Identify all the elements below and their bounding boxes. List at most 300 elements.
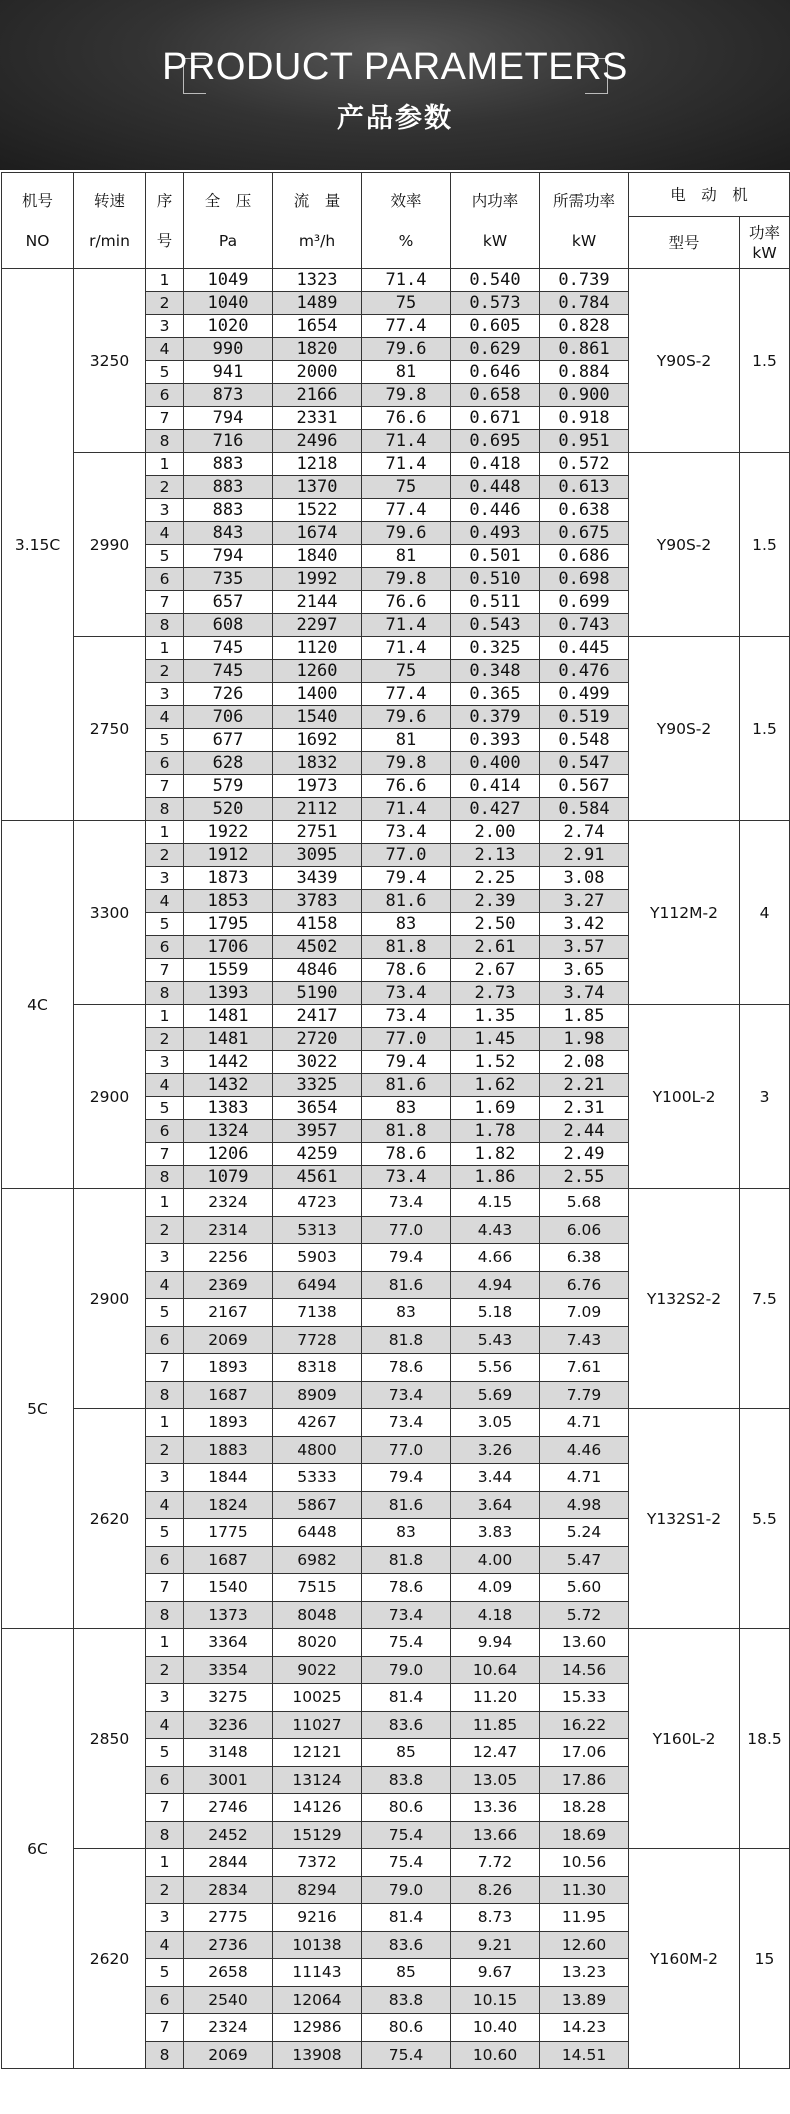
required_power-cell: 2.74 — [540, 821, 629, 844]
internal_power-cell: 8.73 — [451, 1904, 540, 1932]
flow-cell: 5867 — [273, 1491, 362, 1519]
pressure-cell: 3275 — [184, 1684, 273, 1712]
col-efficiency: 效率 % — [362, 173, 451, 269]
required_power-cell: 0.567 — [540, 775, 629, 798]
internal_power-cell: 13.05 — [451, 1766, 540, 1794]
seq-cell: 7 — [146, 1354, 184, 1382]
internal_power-cell: 0.493 — [451, 522, 540, 545]
required_power-cell: 4.46 — [540, 1436, 629, 1464]
col-motor: 电 动 机 — [629, 173, 790, 217]
pressure-cell: 794 — [184, 407, 273, 430]
internal_power-cell: 0.510 — [451, 568, 540, 591]
seq-cell: 6 — [146, 1986, 184, 2014]
internal_power-cell: 0.400 — [451, 752, 540, 775]
required_power-cell: 13.89 — [540, 1986, 629, 2014]
col-required-power: 所需功率 kW — [540, 173, 629, 269]
flow-cell: 3022 — [273, 1051, 362, 1074]
banner — [0, 0, 790, 170]
flow-cell: 8294 — [273, 1876, 362, 1904]
flow-cell: 2000 — [273, 361, 362, 384]
efficiency-cell: 79.4 — [362, 1464, 451, 1492]
pressure-cell: 1893 — [184, 1354, 273, 1382]
required_power-cell: 18.69 — [540, 1821, 629, 1849]
flow-cell: 12121 — [273, 1739, 362, 1767]
required_power-cell: 0.951 — [540, 430, 629, 453]
efficiency-cell: 75.4 — [362, 1629, 451, 1657]
required_power-cell: 4.71 — [540, 1464, 629, 1492]
flow-cell: 1674 — [273, 522, 362, 545]
efficiency-cell: 81.6 — [362, 1074, 451, 1097]
efficiency-cell: 75.4 — [362, 1849, 451, 1877]
flow-cell: 1323 — [273, 269, 362, 292]
flow-cell: 1540 — [273, 706, 362, 729]
flow-cell: 6494 — [273, 1271, 362, 1299]
pressure-cell: 2167 — [184, 1299, 273, 1327]
required_power-cell: 0.476 — [540, 660, 629, 683]
efficiency-cell: 83 — [362, 913, 451, 936]
efficiency-cell: 78.6 — [362, 959, 451, 982]
pressure-cell: 1922 — [184, 821, 273, 844]
required_power-cell: 5.68 — [540, 1189, 629, 1217]
pressure-cell: 883 — [184, 453, 273, 476]
motor-power-cell: 18.5 — [740, 1629, 790, 1849]
flow-cell: 5190 — [273, 982, 362, 1005]
motor-power-cell: 15 — [740, 1849, 790, 2069]
seq-cell: 3 — [146, 1244, 184, 1272]
seq-cell: 7 — [146, 407, 184, 430]
flow-cell: 1370 — [273, 476, 362, 499]
pressure-cell: 1844 — [184, 1464, 273, 1492]
motor-model-cell: Y90S-2 — [629, 269, 740, 453]
seq-cell: 5 — [146, 913, 184, 936]
flow-cell: 5903 — [273, 1244, 362, 1272]
motor-model-cell: Y160M-2 — [629, 1849, 740, 2069]
seq-cell: 4 — [146, 1711, 184, 1739]
pressure-cell: 1824 — [184, 1491, 273, 1519]
seq-cell: 5 — [146, 1959, 184, 1987]
required_power-cell: 0.519 — [540, 706, 629, 729]
internal_power-cell: 11.20 — [451, 1684, 540, 1712]
pressure-cell: 706 — [184, 706, 273, 729]
pressure-cell: 2314 — [184, 1216, 273, 1244]
pressure-cell: 579 — [184, 775, 273, 798]
flow-cell: 1832 — [273, 752, 362, 775]
efficiency-cell: 79.0 — [362, 1876, 451, 1904]
seq-cell: 3 — [146, 683, 184, 706]
flow-cell: 4723 — [273, 1189, 362, 1217]
internal_power-cell: 2.61 — [451, 936, 540, 959]
efficiency-cell: 85 — [362, 1959, 451, 1987]
internal_power-cell: 10.15 — [451, 1986, 540, 2014]
pressure-cell: 3236 — [184, 1711, 273, 1739]
speed-cell: 2900 — [74, 1189, 146, 1409]
banner-title-en: PRODUCT PARAMETERS — [162, 46, 628, 88]
required_power-cell: 2.08 — [540, 1051, 629, 1074]
internal_power-cell: 5.56 — [451, 1354, 540, 1382]
internal_power-cell: 0.448 — [451, 476, 540, 499]
internal_power-cell: 0.646 — [451, 361, 540, 384]
efficiency-cell: 80.6 — [362, 1794, 451, 1822]
internal_power-cell: 0.379 — [451, 706, 540, 729]
internal_power-cell: 3.64 — [451, 1491, 540, 1519]
required_power-cell: 14.51 — [540, 2041, 629, 2069]
required_power-cell: 7.79 — [540, 1381, 629, 1409]
required_power-cell: 4.71 — [540, 1409, 629, 1437]
seq-cell: 6 — [146, 1546, 184, 1574]
internal_power-cell: 5.69 — [451, 1381, 540, 1409]
motor-model-cell: Y90S-2 — [629, 453, 740, 637]
pressure-cell: 677 — [184, 729, 273, 752]
efficiency-cell: 76.6 — [362, 775, 451, 798]
table-row — [2, 1189, 790, 1217]
col-speed: 转速 r/min — [74, 173, 146, 269]
col-motor-model: 型号 — [629, 217, 740, 269]
required_power-cell: 0.698 — [540, 568, 629, 591]
internal_power-cell: 4.18 — [451, 1601, 540, 1629]
required_power-cell: 0.784 — [540, 292, 629, 315]
efficiency-cell: 83 — [362, 1519, 451, 1547]
pressure-cell: 941 — [184, 361, 273, 384]
required_power-cell: 5.60 — [540, 1574, 629, 1602]
seq-cell: 8 — [146, 798, 184, 821]
internal_power-cell: 7.72 — [451, 1849, 540, 1877]
required_power-cell: 6.06 — [540, 1216, 629, 1244]
flow-cell: 4267 — [273, 1409, 362, 1437]
required_power-cell: 15.33 — [540, 1684, 629, 1712]
seq-cell: 7 — [146, 591, 184, 614]
efficiency-cell: 81.8 — [362, 1546, 451, 1574]
flow-cell: 8020 — [273, 1629, 362, 1657]
pressure-cell: 2540 — [184, 1986, 273, 2014]
model-cell: 4C — [2, 821, 74, 1189]
efficiency-cell: 83 — [362, 1299, 451, 1327]
pressure-cell: 883 — [184, 476, 273, 499]
required_power-cell: 3.27 — [540, 890, 629, 913]
required_power-cell: 3.57 — [540, 936, 629, 959]
flow-cell: 7728 — [273, 1326, 362, 1354]
efficiency-cell: 76.6 — [362, 591, 451, 614]
internal_power-cell: 4.00 — [451, 1546, 540, 1574]
seq-cell: 3 — [146, 1051, 184, 1074]
parameters-table-container — [1, 172, 789, 2069]
flow-cell: 2112 — [273, 798, 362, 821]
flow-cell: 5313 — [273, 1216, 362, 1244]
internal_power-cell: 2.39 — [451, 890, 540, 913]
flow-cell: 1992 — [273, 568, 362, 591]
motor-power-cell: 7.5 — [740, 1189, 790, 1409]
table-row — [2, 1849, 790, 1877]
pressure-cell: 1049 — [184, 269, 273, 292]
seq-cell: 2 — [146, 292, 184, 315]
flow-cell: 4502 — [273, 936, 362, 959]
efficiency-cell: 75 — [362, 476, 451, 499]
efficiency-cell: 75 — [362, 292, 451, 315]
required_power-cell: 11.95 — [540, 1904, 629, 1932]
efficiency-cell: 75 — [362, 660, 451, 683]
flow-cell: 12986 — [273, 2014, 362, 2042]
required_power-cell: 13.60 — [540, 1629, 629, 1657]
required_power-cell: 0.499 — [540, 683, 629, 706]
efficiency-cell: 77.0 — [362, 844, 451, 867]
seq-cell: 6 — [146, 1766, 184, 1794]
pressure-cell: 1559 — [184, 959, 273, 982]
pressure-cell: 716 — [184, 430, 273, 453]
flow-cell: 4800 — [273, 1436, 362, 1464]
seq-cell: 8 — [146, 982, 184, 1005]
pressure-cell: 1442 — [184, 1051, 273, 1074]
pressure-cell: 726 — [184, 683, 273, 706]
pressure-cell: 2746 — [184, 1794, 273, 1822]
efficiency-cell: 79.4 — [362, 1244, 451, 1272]
efficiency-cell: 77.4 — [362, 315, 451, 338]
efficiency-cell: 81.8 — [362, 936, 451, 959]
internal_power-cell: 0.418 — [451, 453, 540, 476]
speed-cell: 2990 — [74, 453, 146, 637]
pressure-cell: 1020 — [184, 315, 273, 338]
banner-title-cn: 产品参数 — [337, 103, 453, 134]
pressure-cell: 1206 — [184, 1143, 273, 1166]
efficiency-cell: 77.0 — [362, 1216, 451, 1244]
required_power-cell: 18.28 — [540, 1794, 629, 1822]
parameters-table — [1, 172, 790, 2069]
internal_power-cell: 4.66 — [451, 1244, 540, 1272]
internal_power-cell: 2.13 — [451, 844, 540, 867]
flow-cell: 2331 — [273, 407, 362, 430]
internal_power-cell: 0.511 — [451, 591, 540, 614]
internal_power-cell: 0.414 — [451, 775, 540, 798]
seq-cell: 8 — [146, 2041, 184, 2069]
flow-cell: 3957 — [273, 1120, 362, 1143]
efficiency-cell: 83.6 — [362, 1711, 451, 1739]
flow-cell: 2297 — [273, 614, 362, 637]
required_power-cell: 2.91 — [540, 844, 629, 867]
pressure-cell: 3148 — [184, 1739, 273, 1767]
flow-cell: 7515 — [273, 1574, 362, 1602]
internal_power-cell: 5.18 — [451, 1299, 540, 1327]
seq-cell: 5 — [146, 1739, 184, 1767]
table-row — [2, 821, 790, 844]
seq-cell: 4 — [146, 1271, 184, 1299]
seq-cell: 2 — [146, 1656, 184, 1684]
required_power-cell: 16.22 — [540, 1711, 629, 1739]
internal_power-cell: 2.00 — [451, 821, 540, 844]
efficiency-cell: 77.0 — [362, 1436, 451, 1464]
flow-cell: 2417 — [273, 1005, 362, 1028]
pressure-cell: 1775 — [184, 1519, 273, 1547]
internal_power-cell: 1.35 — [451, 1005, 540, 1028]
required_power-cell: 0.547 — [540, 752, 629, 775]
efficiency-cell: 79.4 — [362, 1051, 451, 1074]
seq-cell: 2 — [146, 1028, 184, 1051]
seq-cell: 1 — [146, 269, 184, 292]
table-row — [2, 1409, 790, 1437]
seq-cell: 7 — [146, 1574, 184, 1602]
pressure-cell: 2069 — [184, 2041, 273, 2069]
efficiency-cell: 81.6 — [362, 890, 451, 913]
pressure-cell: 735 — [184, 568, 273, 591]
pressure-cell: 2834 — [184, 1876, 273, 1904]
internal_power-cell: 11.85 — [451, 1711, 540, 1739]
pressure-cell: 2256 — [184, 1244, 273, 1272]
internal_power-cell: 3.83 — [451, 1519, 540, 1547]
pressure-cell: 2658 — [184, 1959, 273, 1987]
pressure-cell: 1883 — [184, 1436, 273, 1464]
required_power-cell: 4.98 — [540, 1491, 629, 1519]
internal_power-cell: 0.695 — [451, 430, 540, 453]
seq-cell: 5 — [146, 729, 184, 752]
seq-cell: 5 — [146, 361, 184, 384]
speed-cell: 2620 — [74, 1849, 146, 2069]
seq-cell: 4 — [146, 522, 184, 545]
required_power-cell: 3.08 — [540, 867, 629, 890]
speed-cell: 3300 — [74, 821, 146, 1005]
efficiency-cell: 73.4 — [362, 1381, 451, 1409]
efficiency-cell: 79.4 — [362, 867, 451, 890]
internal_power-cell: 2.73 — [451, 982, 540, 1005]
pressure-cell: 1893 — [184, 1409, 273, 1437]
required_power-cell: 1.98 — [540, 1028, 629, 1051]
internal_power-cell: 13.66 — [451, 1821, 540, 1849]
flow-cell: 13908 — [273, 2041, 362, 2069]
pressure-cell: 1853 — [184, 890, 273, 913]
required_power-cell: 2.31 — [540, 1097, 629, 1120]
flow-cell: 3439 — [273, 867, 362, 890]
speed-cell: 2620 — [74, 1409, 146, 1629]
internal_power-cell: 4.15 — [451, 1189, 540, 1217]
required_power-cell: 3.65 — [540, 959, 629, 982]
flow-cell: 2144 — [273, 591, 362, 614]
pressure-cell: 3364 — [184, 1629, 273, 1657]
motor-model-cell: Y100L-2 — [629, 1005, 740, 1189]
efficiency-cell: 73.4 — [362, 1601, 451, 1629]
pressure-cell: 2069 — [184, 1326, 273, 1354]
efficiency-cell: 71.4 — [362, 637, 451, 660]
flow-cell: 12064 — [273, 1986, 362, 2014]
motor-power-cell: 1.5 — [740, 269, 790, 453]
efficiency-cell: 79.6 — [362, 522, 451, 545]
pressure-cell: 2324 — [184, 2014, 273, 2042]
efficiency-cell: 73.4 — [362, 1409, 451, 1437]
flow-cell: 1654 — [273, 315, 362, 338]
required_power-cell: 14.56 — [540, 1656, 629, 1684]
required_power-cell: 0.572 — [540, 453, 629, 476]
seq-cell: 5 — [146, 1299, 184, 1327]
required_power-cell: 12.60 — [540, 1931, 629, 1959]
internal_power-cell: 0.365 — [451, 683, 540, 706]
required_power-cell: 6.76 — [540, 1271, 629, 1299]
motor-power-cell: 3 — [740, 1005, 790, 1189]
efficiency-cell: 71.4 — [362, 453, 451, 476]
flow-cell: 11143 — [273, 1959, 362, 1987]
pressure-cell: 1873 — [184, 867, 273, 890]
flow-cell: 2166 — [273, 384, 362, 407]
internal_power-cell: 1.45 — [451, 1028, 540, 1051]
seq-cell: 8 — [146, 430, 184, 453]
flow-cell: 2720 — [273, 1028, 362, 1051]
seq-cell: 6 — [146, 384, 184, 407]
header-row-1 — [2, 173, 790, 217]
required_power-cell: 7.43 — [540, 1326, 629, 1354]
pressure-cell: 1912 — [184, 844, 273, 867]
efficiency-cell: 79.6 — [362, 706, 451, 729]
internal_power-cell: 9.67 — [451, 1959, 540, 1987]
flow-cell: 14126 — [273, 1794, 362, 1822]
pressure-cell: 745 — [184, 660, 273, 683]
internal_power-cell: 3.26 — [451, 1436, 540, 1464]
internal_power-cell: 0.605 — [451, 315, 540, 338]
pressure-cell: 2775 — [184, 1904, 273, 1932]
efficiency-cell: 85 — [362, 1739, 451, 1767]
col-seq: 序 号 — [146, 173, 184, 269]
flow-cell: 4561 — [273, 1166, 362, 1189]
pressure-cell: 3001 — [184, 1766, 273, 1794]
internal_power-cell: 0.658 — [451, 384, 540, 407]
efficiency-cell: 79.6 — [362, 338, 451, 361]
internal_power-cell: 2.25 — [451, 867, 540, 890]
required_power-cell: 5.47 — [540, 1546, 629, 1574]
required_power-cell: 2.49 — [540, 1143, 629, 1166]
required_power-cell: 0.638 — [540, 499, 629, 522]
pressure-cell: 873 — [184, 384, 273, 407]
flow-cell: 6448 — [273, 1519, 362, 1547]
pressure-cell: 3354 — [184, 1656, 273, 1684]
internal_power-cell: 2.67 — [451, 959, 540, 982]
pressure-cell: 1687 — [184, 1381, 273, 1409]
pressure-cell: 1040 — [184, 292, 273, 315]
internal_power-cell: 9.94 — [451, 1629, 540, 1657]
required_power-cell: 2.21 — [540, 1074, 629, 1097]
pressure-cell: 1706 — [184, 936, 273, 959]
flow-cell: 1260 — [273, 660, 362, 683]
flow-cell: 9216 — [273, 1904, 362, 1932]
seq-cell: 4 — [146, 1931, 184, 1959]
seq-cell: 8 — [146, 1166, 184, 1189]
seq-cell: 5 — [146, 545, 184, 568]
pressure-cell: 2452 — [184, 1821, 273, 1849]
internal_power-cell: 9.21 — [451, 1931, 540, 1959]
flow-cell: 7372 — [273, 1849, 362, 1877]
flow-cell: 13124 — [273, 1766, 362, 1794]
internal_power-cell: 0.543 — [451, 614, 540, 637]
seq-cell: 6 — [146, 752, 184, 775]
internal_power-cell: 0.446 — [451, 499, 540, 522]
required_power-cell: 13.23 — [540, 1959, 629, 1987]
efficiency-cell: 77.4 — [362, 683, 451, 706]
efficiency-cell: 78.6 — [362, 1354, 451, 1382]
efficiency-cell: 75.4 — [362, 2041, 451, 2069]
required_power-cell: 7.09 — [540, 1299, 629, 1327]
internal_power-cell: 1.78 — [451, 1120, 540, 1143]
flow-cell: 8909 — [273, 1381, 362, 1409]
pressure-cell: 1687 — [184, 1546, 273, 1574]
efficiency-cell: 81 — [362, 729, 451, 752]
flow-cell: 1820 — [273, 338, 362, 361]
efficiency-cell: 71.4 — [362, 430, 451, 453]
pressure-cell: 1432 — [184, 1074, 273, 1097]
required_power-cell: 17.86 — [540, 1766, 629, 1794]
motor-power-cell: 1.5 — [740, 453, 790, 637]
internal_power-cell: 0.325 — [451, 637, 540, 660]
internal_power-cell: 10.60 — [451, 2041, 540, 2069]
internal_power-cell: 0.629 — [451, 338, 540, 361]
seq-cell: 1 — [146, 1189, 184, 1217]
seq-cell: 1 — [146, 1629, 184, 1657]
efficiency-cell: 81 — [362, 361, 451, 384]
flow-cell: 3325 — [273, 1074, 362, 1097]
seq-cell: 6 — [146, 936, 184, 959]
efficiency-cell: 73.4 — [362, 982, 451, 1005]
efficiency-cell: 81 — [362, 545, 451, 568]
